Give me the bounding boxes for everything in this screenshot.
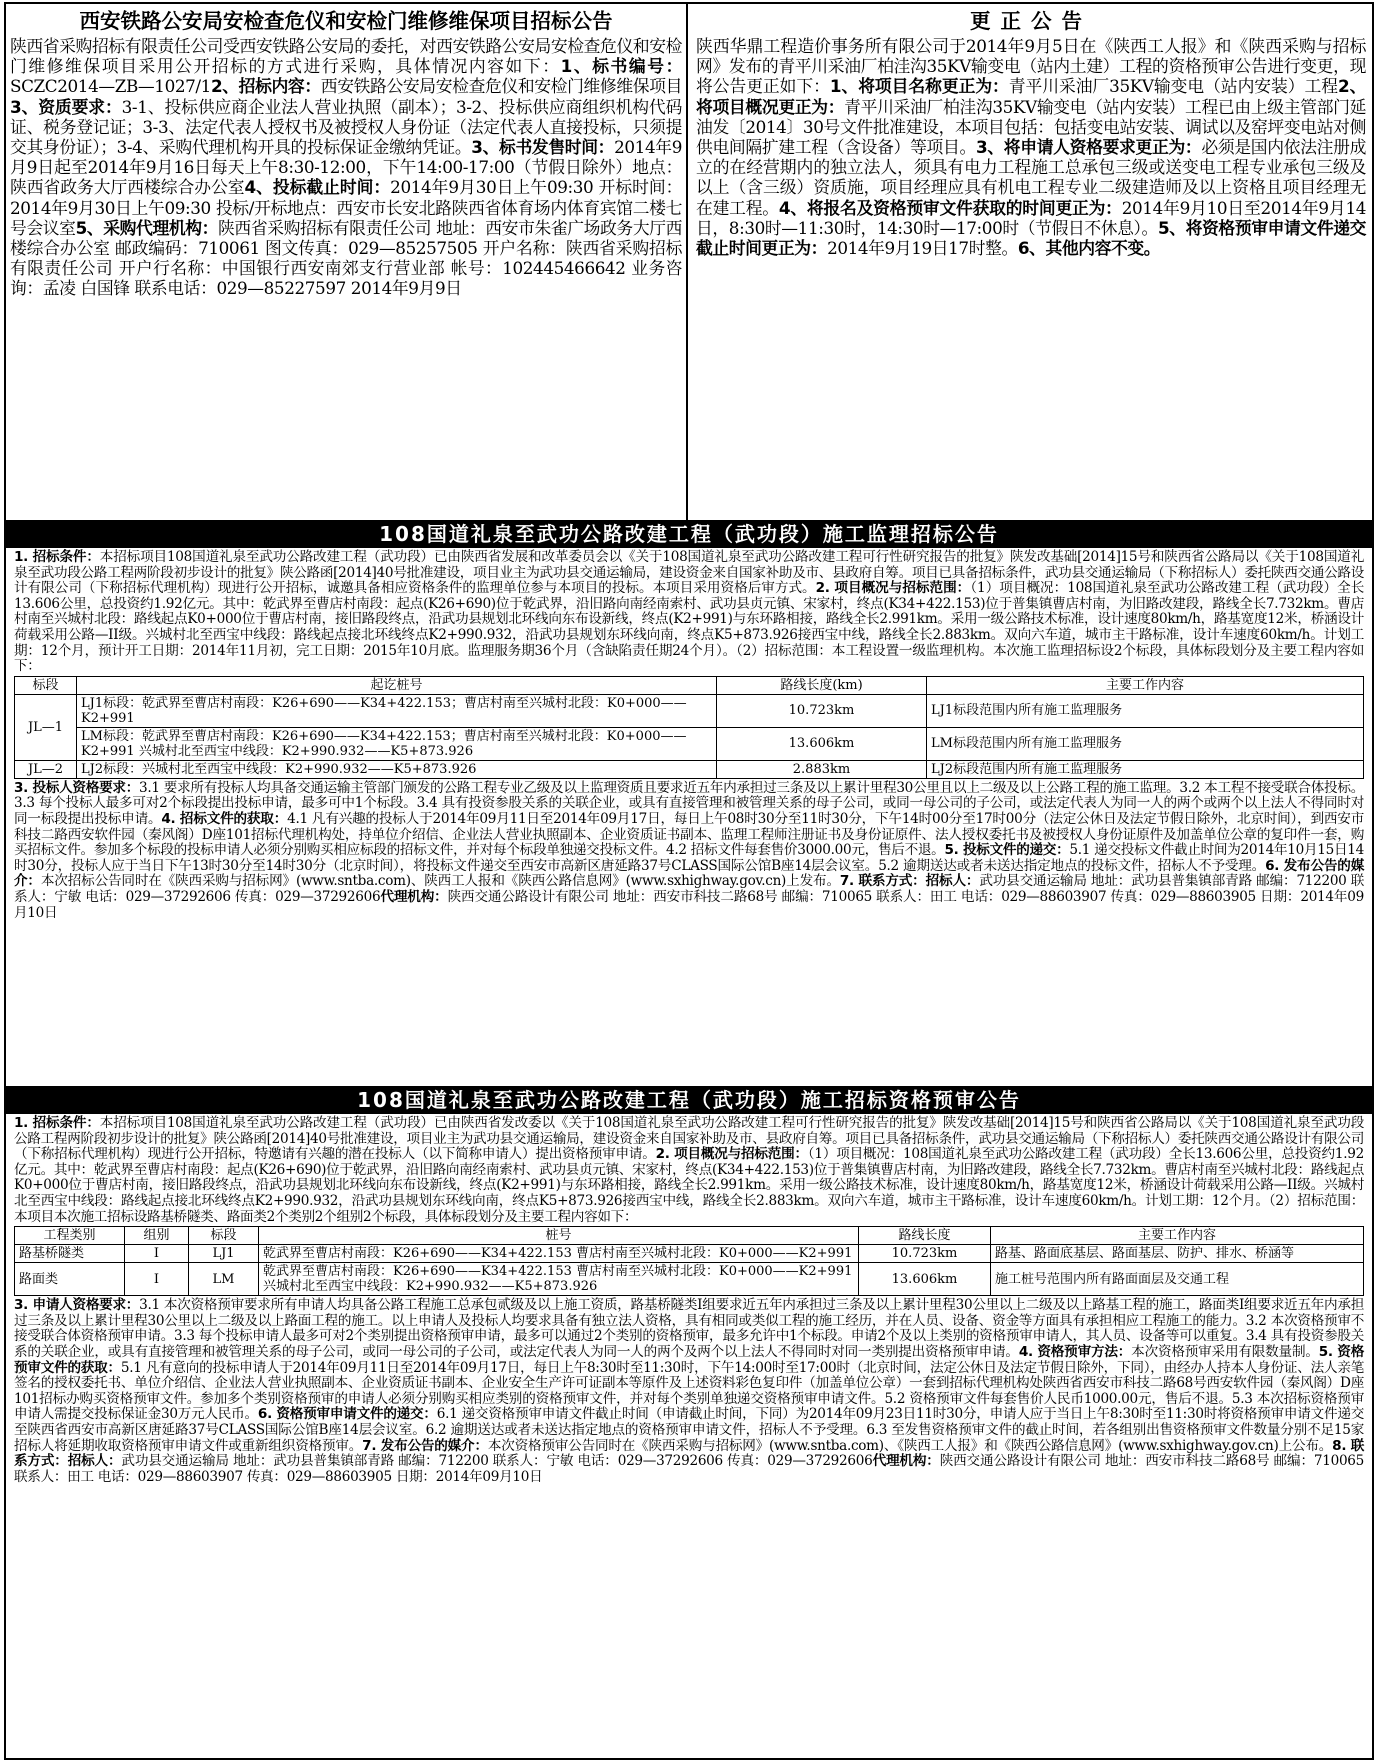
th-work: 主要工作内容: [927, 676, 1364, 694]
heading-run: 3、标书发售时间：: [471, 137, 615, 158]
heading-run: 4. 资格预审方法：: [1018, 1343, 1132, 1360]
th-pile: 起讫桩号: [77, 676, 717, 694]
table-row: [15, 727, 1364, 760]
row-work: 施工桩号范围内所有路面面层及交通工程: [991, 1263, 1364, 1296]
prequal-notice-title: 108国道礼泉至武功公路改建工程（武功段）施工招标资格预审公告: [6, 1086, 1372, 1114]
heading-run: 6、其他内容不变。: [1017, 238, 1161, 259]
table-row: [15, 1263, 1364, 1296]
heading-run: 2. 项目概况与招标范围：: [815, 580, 971, 597]
heading-run: 3. 投标人资格要求：: [14, 779, 140, 796]
row-pile: 乾武界至曹店村南段：K26+690——K34+422.153 曹店村南至兴城村北段：K0+000——K2+991 兴城村北至西宝中线段：K2+990.932——K5+873.926: [259, 1263, 859, 1296]
text-run: 2014年9月10日至2014年9月14日，8:30时—11:30时，14:30时—17:00时（节假日不休息）。: [696, 197, 1366, 238]
heading-run: 5. 投标文件的递交：: [944, 842, 1070, 859]
th-length: 路线长度: [859, 1227, 991, 1245]
row-section: LJ1: [189, 1245, 259, 1263]
row-length: 10.723km: [859, 1245, 991, 1263]
row-category: 路面类: [15, 1263, 125, 1296]
th-section: 标段: [15, 676, 77, 694]
prequal-body-b: [14, 1298, 1364, 1485]
row-pile: LM标段：乾武界至曹店村南段：K26+690——K34+422.153；曹店村南至兴城村北段：K0+000——K2+991 兴城村北至西宝中线段：K2+990.932——K5+873.926: [77, 727, 717, 760]
text-run: 本招标项目108国道礼泉至武功公路改建工程（武功段）已由陕西省发展和改革委员会以《关于108国道礼泉至武功公路改建工程可行性研究报告的批复》陕发改基础[2014]15号和陕西省公路局以《关于108国道礼泉至武功段公路工程两阶段初步设计的批复》陕公路函[2014]40号批准建设，项目业主为武功县交通运输局，建设资金来自国家补助及市、县政府自筹。项目已具备招标条件，武功县交通运输局（下称招标人）委托陕西交通公路设计有限公司（下称招标代理机构）现进行公开招标，诚邀具备相应资格条件的监理单位参与本项目的投标。本项目采用资格后审方式。: [14, 549, 1364, 597]
right-notice-title: 更正公告: [970, 9, 1092, 33]
top-notices: [6, 4, 1372, 520]
text-run: 4.1 凡有兴趣的投标人于2014年09月11日至2014年09月17日，每日上午08时30分至11时30分，下午14时00分至17时00分（法定公休日及法定节假日除外，北京时间），到西安市科技二路西安软件园（秦风阁）D座101招标代理机构处，持单位介绍信、企业法人营业执照副本、企业资质证书副本、监理工程师注册证书及身份证原件、法人授权委托书及被授权人身份证原件及加盖单位公章的复印件一套，购买招标文件。参加多个标段的投标申请人必须分别购买相应标段的招标文件，并对每个标段单独递交投标文件。4.2 招标文件每套售价3000.00元，售后不退。: [14, 810, 1364, 859]
heading-run: 7. 发布公告的媒介：: [362, 1437, 488, 1454]
heading-run: 代理机构：: [380, 888, 448, 905]
text-run: 青平川采油厂35KV输变电（站内安装）工程: [1008, 76, 1338, 97]
row-group: Ⅰ: [125, 1245, 189, 1263]
supervision-body-a: [14, 550, 1364, 675]
th-pile: 桩号: [259, 1227, 859, 1245]
text-run: 5.1 递交投标文件截止时间为2014年10月15日14时30分，投标人应于当日下午13时30分至14时30分（北京时间），将投标文件递交至西安市高新区唐延路37号CLASS国际公馆B座14层会议室。5.2 逾期送达或者未送达指定地点的投标文件，招标人不予受理。: [14, 842, 1364, 874]
group-jl1: JL—1: [15, 694, 77, 760]
prequal-notice: [6, 1114, 1372, 1760]
text-run: 陕西省采购招标有限责任公司受西安铁路公安局的委托，对西安铁路公安局安检查危仪和安检门维修维保项目采用公开招标的方式进行采购，具体情况内容如下：: [10, 36, 682, 77]
row-pile: LJ1标段：乾武界至曹店村南段：K26+690——K34+422.153；曹店村南至兴城村北段：K0+000——K2+991: [77, 694, 717, 727]
left-notice: [6, 4, 688, 520]
row-category: 路基桥隧类: [15, 1245, 125, 1263]
supervision-body-b: [14, 781, 1364, 921]
row-length: 13.606km: [859, 1263, 991, 1296]
right-notice: [690, 4, 1372, 520]
th-category: 工程类别: [15, 1227, 125, 1245]
row-group: Ⅰ: [125, 1263, 189, 1296]
row-length: 10.723km: [717, 694, 927, 727]
row-work: LM标段范围内所有施工监理服务: [927, 727, 1364, 760]
supervision-table-header: [15, 676, 1364, 694]
supervision-table: [14, 676, 1364, 779]
heading-run: 3. 申请人资格要求：: [14, 1297, 140, 1314]
heading-run: 6. 发布公告的媒介：: [14, 857, 1364, 890]
heading-run: 3、将申请人资格要求更正为：: [975, 137, 1202, 158]
text-run: 本次资格预审公告同时在《陕西采购与招标网》(www.sntba.com)、《陕西工人报》和《陕西公路信息网》(www.sxhighway.gov.cn)上公布。: [487, 1437, 1333, 1454]
text-run: 武功县交通运输局 地址：武功县普集镇部青路 邮编：712200 联系人：宁敏 电话：029—37292606 传真：029—37292606: [14, 873, 1364, 905]
text-run: 西安铁路公安局安检查危仪和安检门维修维保项目: [320, 76, 682, 97]
heading-run: 5、将资格预审申请文件递交截止时间更正为：: [696, 217, 1366, 259]
supervision-notice-title: 108国道礼泉至武功公路改建工程（武功段）施工监理招标公告: [6, 520, 1372, 548]
text-run: 陕西交通公路设计有限公司 地址：西安市科技二路68号 邮编：710065 联系人：田工 电话：029—88603907 传真：029—88603905 日期：2014年09月10日: [14, 888, 1365, 921]
heading-run: 2、将项目概况更正为：: [696, 76, 1366, 117]
text-run: SCZC2014—ZB—1027/1: [10, 76, 211, 97]
text-run: 2014年9月19日17时整。: [827, 238, 1018, 259]
text-run: 青平川采油厂柏洼沟35KV输变电（站内安装）工程已由上级主管部门延油发〔2014〕30号文件批准建设，本项目包括：包括变电站安装、调试以及窑坪变电站对侧供电间隔扩建工程（含设备）等项目。: [696, 96, 1367, 158]
heading-run: 8. 联系方式：招标人：: [14, 1437, 1365, 1470]
row-section: LM: [189, 1263, 259, 1296]
text-run: 陕西省采购招标有限责任公司 地址：西安市朱雀广场政务大厅西楼综合办公室 邮政编码：710061 图文传真：029—85257505 开户名称：陕西省采购招标有限责任公司 开户行名称：中国银行西安南郊支行营业部 帐号：102445466642 业务咨询：孟凌 白国锋 联系电话：029—85227597 2014年9月9日: [10, 217, 682, 299]
row-pile: LJ2标段：兴城村北至西宝中线段：K2+990.932——K5+873.926: [77, 760, 717, 778]
table-row: [15, 760, 1364, 778]
heading-run: 1. 招标条件：: [14, 549, 100, 565]
text-run: 本招标项目108国道礼泉至武功公路改建工程（武功段）已由陕西省发改委以《关于108国道礼泉至武功公路改建工程可行性研究报告的批复》陕发改基础[2014]15号和陕西省公路局以《关于108国道礼泉至武功段公路工程两阶段初步设计的批复》陕公路函[2014]40号批准建设，项目业主为武功县交通运输局，建设资金来自国家补助及市、县政府自筹。项目已具备招标条件，武功县交通运输局（下称招标人）委托陕西交通公路设计有限公司（下称招标代理机构）现进行公开招标，特邀请有兴趣的潜在投标人（以下简称申请人）提出资格预审申请。: [14, 1115, 1364, 1163]
text-run: 3-1、投标供应商企业法人营业执照（副本）；3-2、投标供应商组织机构代码证、税务登记证；3-3、法定代表人授权书及被授权人身份证（法定代表人直接投标，只须提交其身份证）；3-4、采购代理机构开具的投标保证金缴纳凭证。: [10, 96, 682, 158]
text-run: （1）项目概况：108国道礼泉至武功公路改建工程（武功段）全长13.606公里，总投资约1.92亿元。其中：乾武界至曹店村南段：起点(K26+690)位于乾武界，沿旧路向南经南索村、武功县贞元镇、宋家村，终点(K34+422.153)位于普集镇曹店村南，为旧路改建段，路线全长7.732km。曹店村南至兴城村北段：路线起点K0+000位于曹店村南，接旧路段终点，沿武功县规划北环线向东布设新线，终点(K2+991)与东环路相接，路线全长2.991km。采用一级公路技术标准，设计速度80km/h，路基宽度12米，桥涵设计荷载采用公路—II级。兴城村北至西宝中线段：路线起点接北环线终点K2+990.932，沿武功县规划东环线向南，终点K5+873.926接西宝中线，路线全长2.883km。双向六车道，城市主干路标准，设计车速度60km/h。计划工期：12个月。（2）招标范围：本项目本次施工招标设路基桥隧类、路面类2个类别2个组别2个标段，具体标段划分及主要工程内容如下：: [14, 1146, 1364, 1225]
text-run: 陕西交通公路设计有限公司 地址：西安市科技二路68号 邮编：710065 联系人：田工 电话：029—88603907 传真：029—88603905 日期：2014年09月10日: [14, 1453, 1364, 1485]
heading-run: 2. 项目概况与招标范围：: [655, 1146, 808, 1163]
heading-run: 1、将项目名称更正为：: [829, 76, 1009, 97]
text-run: 必须是国内依法注册成立的在经营期内的独立法人，须具有电力工程施工总承包三级或送变电工程专业承包三级及以上（含三级）资质施，项目经理应具有机电工程专业二级建造师及以上资格且项目经理无在建工程。: [696, 137, 1366, 218]
heading-run: 3、资质要求：: [10, 96, 122, 117]
prequal-body-a: [14, 1116, 1364, 1225]
text-run: 2014年9月9日起至2014年9月16日每天上午8:30-12:00，下午14:00-17:00（节假日除外）地点：陕西省政务大厅西楼综合办公室: [10, 137, 683, 198]
row-pile: 乾武界至曹店村南段：K26+690——K34+422.153 曹店村南至兴城村北段：K0+000——K2+991: [259, 1245, 859, 1263]
text-run: 陕西华鼎工程造价事务所有限公司于2014年9月5日在《陕西工人报》和《陕西采购与招标网》发布的青平川采油厂柏洼沟35KV输变电（站内土建）工程的资格预审公告进行变更，现将公告更正如下：: [696, 36, 1366, 97]
text-run: 6.1 递交资格预审申请文件截止时间（申请截止时间，下同）为2014年09月23日11时30分，申请人应于当日上午8:30时至11:30时将资格预审申请文件递交至陕西省西安市高新区唐延路37号CLASS国际公馆B座14层会议室。6.2 逾期送达或者未送达指定地点的资格预审申请文件，招标人不予受理。6.3 至发售资格预审文件的截止时间，若各组别出售资格预审文件数量分别不足15家招标人将延期收取资格预审申请文件或重新组织资格预审。: [14, 1406, 1364, 1454]
row-work: LJ2标段范围内所有施工监理服务: [927, 760, 1364, 778]
right-notice-body: [696, 36, 1366, 258]
heading-run: 6. 资格预审申请文件的递交：: [257, 1406, 437, 1423]
text-run: 本次资格预审采用有限数量制。: [1131, 1343, 1319, 1360]
table-row: [15, 694, 1364, 727]
text-run: 本次招标公告同时在《陕西采购与招标网》(www.sntba.com)、陕西工人报和《陕西公路信息网》(www.sxhighway.gov.cn)上发布。: [40, 873, 840, 890]
heading-run: 1、标书编号：: [560, 56, 682, 77]
th-group: 组别: [125, 1227, 189, 1245]
group-jl2: JL—2: [15, 760, 77, 778]
supervision-notice: [6, 548, 1372, 1086]
heading-run: 4、将报名及资格预审文件获取的时间更正为：: [778, 197, 1122, 218]
row-length: 2.883km: [717, 760, 927, 778]
prequal-table: [14, 1226, 1364, 1296]
heading-run: 1. 招标条件：: [14, 1115, 100, 1131]
row-work: 路基、路面底基层、路面基层、防护、排水、桥涵等: [991, 1245, 1364, 1263]
row-length: 13.606km: [717, 727, 927, 760]
heading-run: 5. 资格预审文件的获取：: [14, 1343, 1365, 1376]
th-work: 主要工作内容: [991, 1227, 1364, 1245]
heading-run: 5、采购代理机构：: [75, 217, 219, 238]
row-work: LJ1标段范围内所有施工监理服务: [927, 694, 1364, 727]
heading-run: 2、招标内容：: [210, 76, 321, 97]
table-row: [15, 1245, 1364, 1263]
th-section: 标段: [189, 1227, 259, 1245]
left-notice-body: [10, 36, 682, 299]
heading-run: 7. 联系方式：招标人：: [839, 873, 980, 890]
th-length: 路线长度(km): [717, 676, 927, 694]
heading-run: 4. 招标文件的获取：: [161, 810, 288, 827]
text-run: 3.1 本次资格预审要求所有申请人均具备公路工程施工总承包贰级及以上施工资质，路基桥隧类Ⅰ组要求近五年内承担过三条及以上累计里程30公里以上二级及以上路基工程的施工，路面类Ⅰ组要求近五年内承担过三条及以上累计里程30公里以上二级及以上路面工程的施工。以上申请人及投标人均要求具备有独立法人资格，具有相同或类似工程的施工经历，并在人员、设备、资金等方面具有承担相应工程施工的能力。3.2 本次资格预审不接受联合体资格预审申请。3.3 每个投标申请人最多可对2个类别提出资格预审申请，最多可以通过2个类别的资格预审，最多允许中1个标段。申请2个及以上类别的资格预审申请人，其人员、设备等可以重复。3.4 具有投资参股关系的关联企业，或具有直接管理和被管理关系的母子公司，或同一母公司的子公司，或法定代表人为同一人的两个及两个以上法人不得同时对同一类别提出资格预审申请。: [14, 1297, 1365, 1360]
heading-run: 代理机构：: [872, 1453, 940, 1470]
heading-run: 4、投标截止时间：: [244, 177, 391, 198]
text-run: （1）项目概况：108国道礼泉至武功公路改建工程（武功段）全长13.606公里，总投资约1.92亿元。其中：乾武界至曹店村南段：起点(K26+690)位于乾武界，沿旧路向南经南索村、武功县贞元镇、宋家村，终点(K34+422.153)位于普集镇曹店村南，为旧路改建段，路线全长7.732km。曹店村南至兴城村北段：路线起点K0+000位于曹店村南，接旧路段终点，沿武功县规划北环线向东布设新线，终点(K2+991)与东环路相接，路线全长2.991km。采用一级公路技术标准，设计速度80km/h，路基宽度12米，桥涵设计荷载采用公路—II级。兴城村北至西宝中线段：路线起点接北环线终点K2+990.932，沿武功县规划东环线向南，终点K5+873.926接西宝中线，路线全长2.883km。双向六车道，城市主干路标准，设计车速度60km/h。计划工期：12个月，预计开工日期：2014年11月初，完工日期：2015年10月底。监理服务期36个月（含缺陷责任期24个月）。（2）招标范围：本工程设置一级监理机构。本次施工监理招标设2个标段，具体标段划分及主要工程内容如下：: [14, 580, 1365, 675]
text-run: 武功县交通运输局 地址：武功县普集镇部青路 邮编：712200 联系人：宁敏 电话：029—37292606 传真：029—37292606: [121, 1453, 873, 1470]
prequal-table-header: [15, 1227, 1364, 1245]
text-run: 2014年9月30日上午09:30 开标时间：2014年9月30日上午09:30 投标/开标地点：西安市长安北路陕西省体育场内体育宾馆二楼七号会议室: [10, 177, 683, 238]
text-run: 3.1 要求所有投标人均具备交通运输主管部门颁发的公路工程专业乙级及以上监理资质且要求近五年内承担过三条及以上累计里程30公里且以上二级及以上公路工程的施工监理。3.2 本工程不接受联合体投标。3.3 每个投标人最多可对2个标段提出投标申请，最多可中1个标段。3.4 具有投资参股关系的关联企业，或具有直接管理和被管理关系的母子公司，或同一母公司的子公司，或法定代表人为同一人的两个或两个以上法人不得同时对同一标段提出投标申请。: [14, 779, 1364, 827]
text-run: 5.1 凡有意向的投标申请人于2014年09月11日至2014年09月17日，每日上午8:30时至11:30时，下午14:00时至17:00时（北京时间，法定公休日及法定节假日除外，下同），由经办人持本人身份证、法人亲笔签名的授权委托书、单位介绍信、企业法人营业执照副本、企业资质证书副本、企业安全生产许可证副本等原件及上述资料彩色复印件（加盖单位公章）一套到招标代理机构处陕西省西安市科技二路68号西安软件园（秦风阁）D座101招标办购买资格预审文件。参加多个类别资格预审的申请人必须分别购买相应类别的资格预审文件，并对每个类别单独递交资格预审申请文件。5.2 资格预审文件每套售价人民币1000.00元，售后不退。5.3 本次招标资格预审申请人需提交投标保证金30万元人民币。: [14, 1359, 1364, 1423]
newspaper-page: [4, 2, 1374, 1760]
left-notice-title: 西安铁路公安局安检查危仪和安检门维修维保项目招标公告: [79, 9, 613, 33]
